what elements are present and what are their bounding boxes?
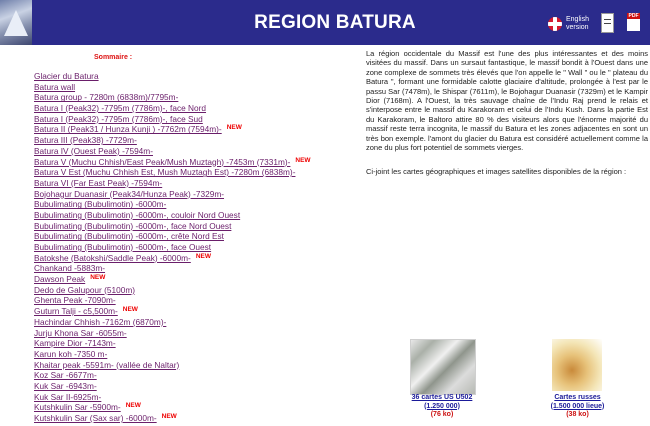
toc-link[interactable]: Bubulimating (Bubulimotin) -6000m-, face Nord Ouest	[34, 220, 232, 231]
toc-item	[34, 167, 311, 178]
new-badge: NEW	[195, 252, 211, 260]
mountain-photo	[0, 0, 32, 45]
new-badge: NEW	[125, 402, 141, 410]
toc-item	[34, 189, 311, 200]
toc-link[interactable]: Batokshe (Batokshi/Saddle Peak) -6000m-	[34, 252, 191, 263]
toc-link[interactable]: Batura V Est (Muchu Chhish Est, Mush Muztagh Est) -7280m (6838m)-	[34, 167, 296, 178]
toc-item	[34, 285, 311, 296]
toc-link[interactable]: Khaitar peak -5591m- (vallée de Naltar)	[34, 359, 180, 370]
us-map-size: (76 ko)	[430, 411, 454, 418]
uk-flag-icon[interactable]	[548, 17, 562, 31]
pdf-icon[interactable]	[627, 13, 640, 31]
toc-link[interactable]: Batura I (Peak32) -7795m (7786m)-, face Sud	[34, 113, 203, 124]
toc-item	[34, 210, 311, 221]
header-banner	[0, 0, 650, 45]
toc-item	[34, 274, 311, 285]
toc-link[interactable]: Karun koh -7350 m-	[34, 348, 108, 359]
toc-link[interactable]: Batura IV (Ouest Peak) -7594m-	[34, 145, 153, 156]
toc-item	[34, 157, 311, 168]
russian-map-link[interactable]: Cartes russes	[554, 394, 601, 401]
toc-link[interactable]: Koz Sar -6677m-	[34, 370, 97, 381]
toc-item	[34, 413, 311, 424]
toc-item	[34, 317, 311, 328]
toc-link[interactable]: Kuk Sar II-6925m-	[34, 391, 102, 402]
toc-link[interactable]: Chankand -5883m-	[34, 263, 106, 274]
table-of-contents	[34, 71, 311, 424]
sommaire-heading: Sommaire :	[94, 54, 133, 61]
toc-link[interactable]: Batura II (Peak31 / Hunza Kunji ) -7762m (7594m)-	[34, 124, 222, 135]
toc-link[interactable]: Hachindar Chhish -7162m (6870m)-	[34, 316, 167, 327]
toc-item	[34, 370, 311, 381]
toc-item	[34, 135, 311, 146]
new-badge: NEW	[122, 306, 138, 314]
intro-paragraph: La région occidentale du Massif est l'une des plus intéressantes et des moins visitées du massif. Dans un sursaut fantastique, le massif bondit à l'Ouest dans une zone complexe de sommets très élevés que l'on appelle le " Wall " ou le " plateau du Batura ", formant une formidable calotte glaciaire d'altitude, prolongée à l'est par le passu Sar (7478m), le Shispar (7611m), le Bojohagur Duanasir (7329m) et le Kampir Dior (7168m). A l'Ouest, la très sauvage chaîne de l'Indu Raj prend le relais et s'interpose entre le massif du Karakoram et celui de l'Indu Kush. Dans la partie Est du Karakoram, le Baltoro attire 80 % des visiteurs alors que l'énorme majorité du massif reste terra incognita, le massif du Batura et les zones adjacentes en sont un très bon exemple. l'amont du glacier du Batura est considéré actuellement comme la zone du plus fort potentiel de sommets vierges.	[366, 49, 648, 153]
new-badge: NEW	[295, 156, 311, 164]
toc-link[interactable]: Batura I (Peak32) -7795m (7786m)-, face Nord	[34, 103, 207, 114]
toc-item	[34, 92, 311, 103]
russian-map-size: (38 ko)	[566, 411, 589, 418]
toc-item	[34, 82, 311, 93]
toc-item	[34, 199, 311, 210]
us-map-scale[interactable]: (1.250 000)	[424, 402, 460, 410]
toc-link[interactable]: Bubulimating (Bubulimotin) -6000m-, crête Nord Est	[34, 231, 224, 242]
russian-map-scale[interactable]: (1.500 000 lieue)	[550, 402, 605, 410]
toc-link[interactable]: Batura III (Peak38) -7729m-	[34, 135, 137, 146]
toc-item	[34, 349, 311, 360]
toc-link[interactable]: Kutshkulin Sar (Sax sar) -6000m-	[34, 413, 157, 423]
toc-item	[34, 253, 311, 264]
us-map-caption[interactable]	[402, 394, 482, 420]
toc-link[interactable]: Batura VI (Far East Peak) -7594m-	[34, 177, 163, 188]
toc-item	[34, 71, 311, 82]
toc-link[interactable]: Kuk Sar -6943m-	[34, 380, 97, 391]
print-icon[interactable]	[601, 13, 614, 33]
toc-link[interactable]: Glacier du Batura	[34, 71, 99, 81]
toc-link[interactable]: Kutshkulin Sar -5900m-	[34, 402, 121, 413]
us-map-thumbnail[interactable]	[410, 339, 476, 395]
toc-link[interactable]: Batura V (Muchu Chhish/East Peak/Mush Muztagh) -7453m (7331m)-	[34, 156, 291, 167]
toc-item	[34, 328, 311, 339]
toc-link[interactable]: Bojohagur Duanasir (Peak34/Hunza Peak) -7329m-	[34, 188, 225, 199]
toc-item	[34, 402, 311, 413]
toc-link[interactable]: Dedo de Galupour (5100m)	[34, 284, 136, 295]
toc-item	[34, 231, 311, 242]
toc-item	[34, 263, 311, 274]
toc-item	[34, 242, 311, 253]
new-badge: NEW	[161, 413, 177, 420]
toc-link[interactable]: Batura group - 7280m (6838m)/7795m-	[34, 92, 179, 103]
toc-item	[34, 146, 311, 157]
toc-link[interactable]: Guturn Talji - c5,500m-	[34, 306, 118, 317]
russian-map-thumbnail[interactable]	[552, 339, 602, 391]
toc-item	[34, 221, 311, 232]
new-badge: NEW	[226, 124, 242, 132]
toc-link[interactable]: Dawson Peak	[34, 274, 86, 285]
toc-item	[34, 124, 311, 135]
russian-map-caption[interactable]	[540, 394, 615, 420]
toc-link[interactable]: Jurju Khona Sar -6055m-	[34, 327, 127, 338]
toc-link[interactable]: Bubulimating (Bubulimotin) -6000m-, couloir Nord Ouest	[34, 209, 241, 220]
toc-item	[34, 178, 311, 189]
toc-item	[34, 338, 311, 349]
toc-item	[34, 381, 311, 392]
toc-link[interactable]: Bubulimating (Bubulimotin) -6000m-, face Ouest	[34, 242, 212, 252]
new-badge: NEW	[90, 274, 106, 282]
toc-item	[34, 360, 311, 371]
version-label[interactable]: version	[566, 24, 589, 31]
maps-intro-text: Ci-joint les cartes géographiques et images satellites disponibles de la région :	[366, 167, 627, 176]
toc-item	[34, 295, 311, 306]
toc-item	[34, 306, 311, 317]
toc-link[interactable]: Bubulimating (Bubulimotin) -6000m-	[34, 199, 167, 210]
toc-link[interactable]: Ghenta Peak -7090m-	[34, 295, 116, 306]
toc-link[interactable]: Kampire Dior -7143m-	[34, 338, 116, 349]
toc-item	[34, 392, 311, 403]
toc-item	[34, 114, 311, 125]
english-label[interactable]: English	[566, 16, 589, 23]
toc-item	[34, 103, 311, 114]
toc-link[interactable]: Batura wall	[34, 81, 76, 92]
english-version-link[interactable]	[566, 16, 589, 32]
us-map-link[interactable]: 36 cartes US U502	[411, 394, 473, 401]
pdf-label: PDF	[628, 13, 639, 19]
page-title: REGION BATURA	[254, 12, 416, 33]
